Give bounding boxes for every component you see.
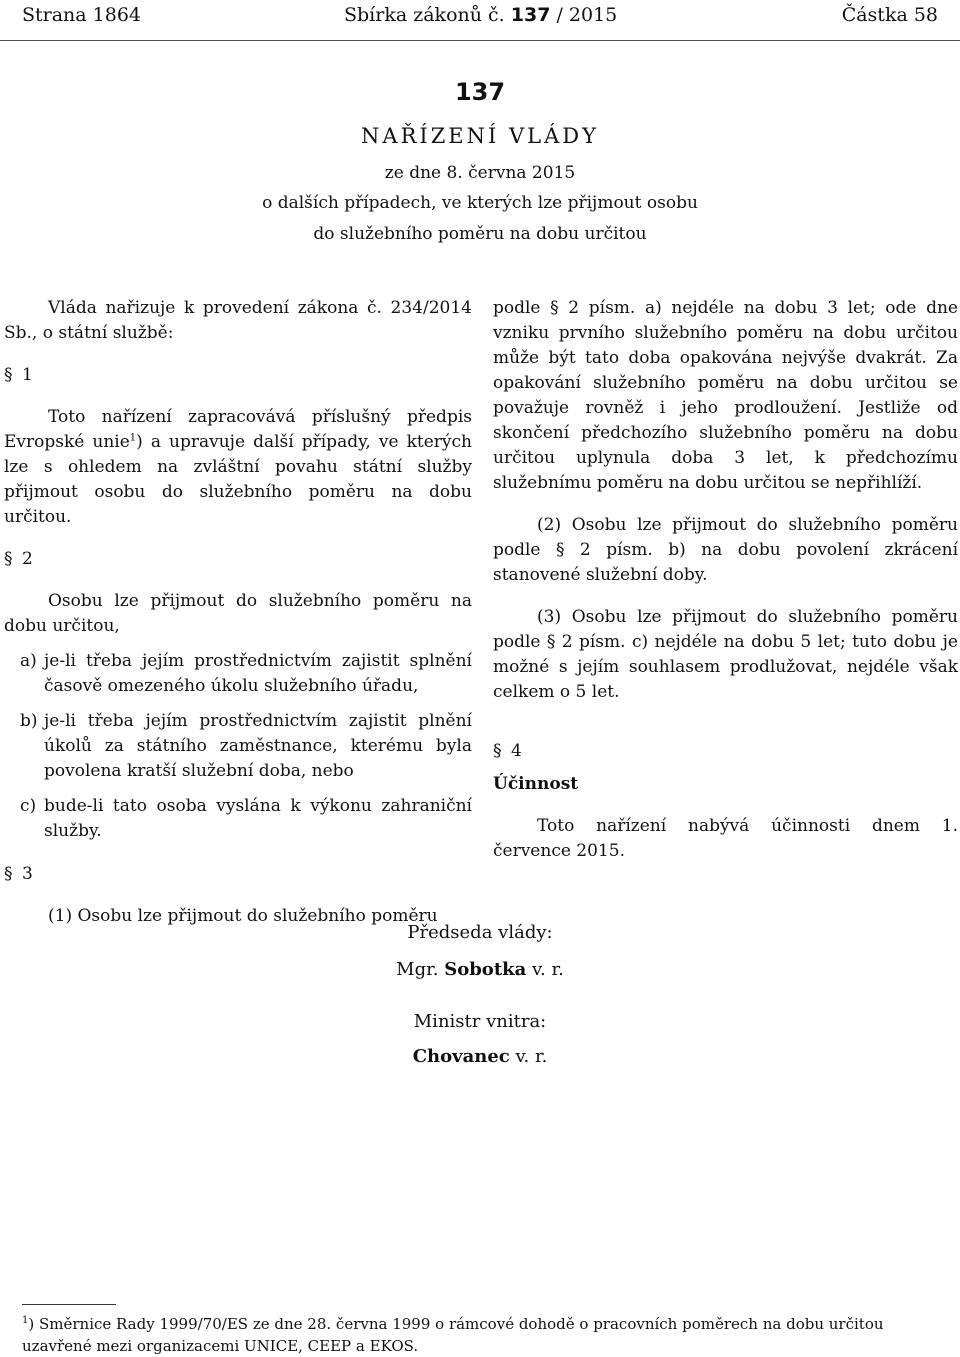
law-number: 137	[454, 78, 506, 106]
minister-title: Ministr vnitra:	[413, 1011, 547, 1032]
footnote-text: ) Směrnice Rady 1999/70/ES ze dne 28. června 1999 o rámcové dohodě o pracovních poměrech na dobu určitou uzavřené mezi organizacemi UNICE, CEEP a EKOS.	[22, 1315, 884, 1355]
page-number: Strana 1864	[22, 4, 142, 26]
pm-name: Sobotka	[444, 959, 527, 980]
list-item-text: je-li třeba jejím prostřednictvím zajistit splnění časově omezeného úkolu služebního úřadu,	[44, 651, 472, 696]
list-item-label: c)	[20, 796, 37, 816]
section-3-heading	[4, 862, 472, 887]
section-4-title: Účinnost	[493, 774, 579, 794]
section-icon: §	[493, 741, 502, 761]
collection-year: / 2015	[556, 4, 618, 26]
section-3-para-3: (3) Osobu lze přijmout do služebního poměru podle § 2 písm. c) nejdéle na dobu 5 let; tuto dobu je možné s jejím souhlasem prodlužovat, nejdéle však celkem o 5 let.	[493, 607, 958, 702]
section-icon: §	[4, 365, 13, 385]
list-item	[4, 709, 472, 784]
section-1-number: 1	[22, 365, 33, 385]
part-number: Částka 58	[841, 4, 938, 26]
section-icon: §	[4, 864, 13, 884]
footnote	[22, 1313, 938, 1357]
footnote-rule	[22, 1304, 116, 1305]
section-4-heading	[493, 739, 958, 764]
law-title-line-2: do služebního poměru na dobu určitou	[313, 224, 647, 244]
minister-name: Chovanec	[412, 1046, 510, 1067]
header-rule	[0, 40, 960, 41]
collection-reference	[344, 4, 617, 26]
list-item-label: b)	[20, 711, 38, 731]
section-1-heading	[4, 363, 472, 388]
collection-number: 137	[510, 4, 551, 26]
list-item-text: bude-li tato osoba vyslána k výkonu zahraniční služby.	[44, 796, 472, 841]
section-2-number: 2	[22, 549, 33, 569]
section-3-para-1-start: (1) Osobu lze přijmout do služebního poměru	[48, 906, 438, 926]
law-type: NAŘÍZENÍ VLÁDY	[361, 124, 599, 148]
section-1-text-a: Toto nařízení zapracovává příslušný předpis Evropské unie	[4, 407, 472, 452]
left-column	[4, 296, 472, 929]
section-1-text-b: ) a upravuje další případy, ve kterých lze s ohledem na zvláštní povahu státní služby přijmout osobu do služebního poměru na dobu určitou.	[4, 432, 472, 527]
section-icon: §	[4, 549, 13, 569]
collection-prefix: Sbírka zákonů č.	[344, 4, 505, 26]
section-4-number: 4	[511, 741, 522, 761]
pm-title: Předseda vlády:	[407, 922, 553, 943]
list-item-text: je-li třeba jejím prostřednictvím zajistit plnění úkolů za státního zaměstnance, kterému byla povolena kratší služební doba, nebo	[44, 711, 472, 781]
minister-signature	[0, 1046, 960, 1067]
preamble: Vláda nařizuje k provedení zákona č. 234/2014 Sb., o státní službě:	[4, 298, 472, 343]
law-date: ze dne 8. června 2015	[384, 163, 576, 183]
list-item-label: a)	[20, 651, 37, 671]
section-4-text: Toto nařízení nabývá účinnosti dnem 1. července 2015.	[493, 816, 958, 861]
list-item	[4, 794, 472, 844]
section-3-number: 3	[22, 864, 33, 884]
minister-suffix: v. r.	[515, 1046, 548, 1067]
law-title-line-1: o dalších případech, ve kterých lze přijmout osobu	[262, 193, 698, 213]
section-2-heading	[4, 547, 472, 572]
pm-prefix: Mgr.	[396, 959, 439, 980]
footnote-ref: 1	[129, 432, 137, 444]
footnote-marker: 1	[22, 1315, 29, 1326]
section-3-para-2: (2) Osobu lze přijmout do služebního poměru podle § 2 písm. b) na dobu povolení zkrácení stanovené služební doby.	[493, 515, 958, 585]
pm-suffix: v. r.	[532, 959, 564, 980]
list-item	[4, 649, 472, 699]
section-1-text	[4, 405, 472, 530]
section-3-para-1-cont: podle § 2 písm. a) nejdéle na dobu 3 let; ode dne vzniku prvního služebního poměru na dobu určitou může být tato doba opakována nejvýše dvakrát. Za opakování služebního poměru na dobu určitou se považuje rovněž i jeho prodloužení. Jestliže od skončení předchozího služebního poměru na dobu určitou uplynula doba 3 let, k předchozímu služebnímu poměru na dobu určitou se nepřihlíží.	[493, 298, 958, 493]
section-2-intro: Osobu lze přijmout do služebního poměru na dobu určitou,	[4, 591, 472, 636]
pm-signature	[0, 959, 960, 980]
right-column	[493, 296, 958, 864]
